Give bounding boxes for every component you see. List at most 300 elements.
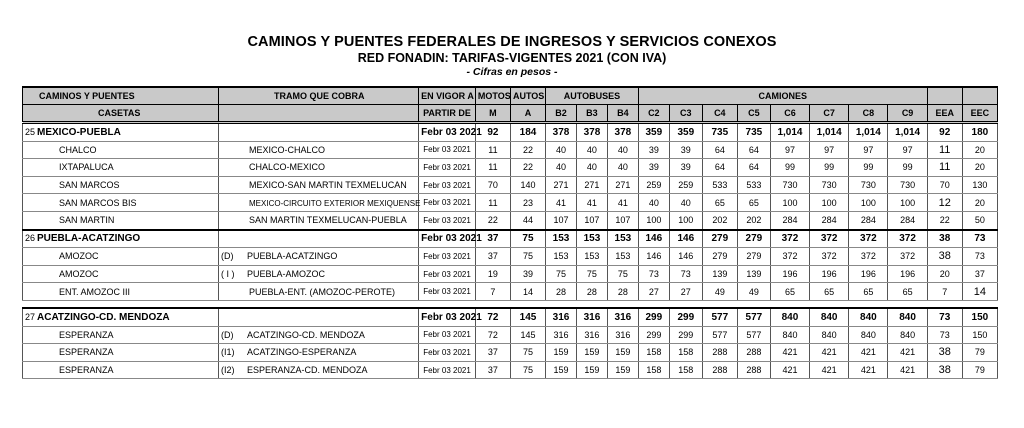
header-m: M xyxy=(475,105,510,123)
row-value: 153 xyxy=(576,248,607,266)
caseta-name: AMOZOC xyxy=(59,269,99,280)
header-eec: EEC xyxy=(962,105,997,123)
row-value: 97 xyxy=(849,141,888,159)
row-value: 40 xyxy=(607,141,638,159)
route-name: ACATZINGO-CD. MENDOZA xyxy=(37,311,170,323)
row-value: 159 xyxy=(607,361,638,379)
row-value: 196 xyxy=(770,265,809,283)
row-value: 64 xyxy=(702,141,737,159)
row-value: 64 xyxy=(737,141,770,159)
row-value: 40 xyxy=(576,141,607,159)
caseta-name: SAN MARTIN xyxy=(59,215,115,226)
caseta-cell xyxy=(23,159,219,177)
row-value: 196 xyxy=(888,265,927,283)
row-value: 65 xyxy=(770,283,809,301)
header-autobuses: AUTOBUSES xyxy=(546,87,639,105)
row-value: 14 xyxy=(510,283,545,301)
caseta-name: AMOZOC xyxy=(59,251,99,262)
row-value: 22 xyxy=(510,159,545,177)
row-value: 421 xyxy=(849,344,888,362)
row-value: 40 xyxy=(607,159,638,177)
header-casetas: CASETAS xyxy=(23,105,219,123)
row-value: 37 xyxy=(475,248,510,266)
tramo-cell xyxy=(219,265,419,283)
route-value: 316 xyxy=(546,308,577,326)
row-value: 11 xyxy=(475,141,510,159)
route-tramo-cell xyxy=(219,123,419,142)
route-value: 378 xyxy=(607,123,638,142)
caseta-cell xyxy=(23,283,219,301)
route-value: 372 xyxy=(888,230,927,248)
row-value: 44 xyxy=(510,211,545,229)
tariff-table xyxy=(22,86,998,379)
row-value: 145 xyxy=(510,326,545,344)
row-value: 49 xyxy=(737,283,770,301)
row-date: Febr 03 2021 xyxy=(419,265,476,283)
row-value: 279 xyxy=(737,248,770,266)
row-value: 28 xyxy=(576,283,607,301)
tramo-text: ACATZINGO-CD. MENDOZA xyxy=(247,329,365,340)
caseta-row xyxy=(23,141,998,159)
caseta-name: CHALCO xyxy=(59,144,97,155)
route-value: 735 xyxy=(737,123,770,142)
row-value: 100 xyxy=(810,194,849,212)
row-value: 158 xyxy=(638,361,669,379)
route-value: 146 xyxy=(638,230,669,248)
row-value: 284 xyxy=(770,211,809,229)
tramo-cell xyxy=(219,326,419,344)
route-value: 840 xyxy=(810,308,849,326)
route-value: 1,014 xyxy=(770,123,809,142)
header-camiones: CAMIONES xyxy=(638,87,927,105)
row-value: 299 xyxy=(669,326,702,344)
tramo-text: PUEBLA-ENT. (AMOZOC-PEROTE) xyxy=(249,286,396,297)
route-date: Febr 03 2021 xyxy=(419,230,476,248)
header-c7: C7 xyxy=(810,105,849,123)
document-subtitle: RED FONADIN: TARIFAS-VIGENTES 2021 (CON IVA) xyxy=(357,51,667,65)
row-value: 202 xyxy=(737,211,770,229)
row-value: 39 xyxy=(669,159,702,177)
row-value: 840 xyxy=(849,326,888,344)
header-b2: B2 xyxy=(546,105,577,123)
row-value: 100 xyxy=(888,194,927,212)
header-row-2 xyxy=(23,105,998,123)
row-value: 20 xyxy=(962,159,997,177)
route-name: PUEBLA-ACATZINGO xyxy=(37,233,141,245)
row-value: 316 xyxy=(546,326,577,344)
section-gap xyxy=(23,300,998,308)
row-value: 421 xyxy=(849,361,888,379)
row-value: 196 xyxy=(810,265,849,283)
row-value: 421 xyxy=(888,361,927,379)
route-value: 92 xyxy=(475,123,510,142)
caseta-row xyxy=(23,194,998,212)
caseta-row xyxy=(23,265,998,283)
row-value: 421 xyxy=(888,344,927,362)
header-caminos: CAMINOS Y PUENTES xyxy=(23,87,219,105)
row-value: 75 xyxy=(510,344,545,362)
caseta-cell xyxy=(23,265,219,283)
row-value: 65 xyxy=(810,283,849,301)
row-value: 421 xyxy=(810,361,849,379)
row-value: 153 xyxy=(607,248,638,266)
row-value: 372 xyxy=(810,248,849,266)
direction-label: ( I ) xyxy=(221,269,235,280)
direction-label: (D) xyxy=(221,329,234,340)
row-value: 372 xyxy=(770,248,809,266)
row-value: 79 xyxy=(962,344,997,362)
row-value: 22 xyxy=(475,211,510,229)
row-value: 533 xyxy=(702,176,737,194)
tramo-text: ACATZINGO-ESPERANZA xyxy=(247,347,357,358)
route-value: 316 xyxy=(576,308,607,326)
row-value: 65 xyxy=(849,283,888,301)
row-value: 14 xyxy=(962,283,997,301)
row-value: 7 xyxy=(475,283,510,301)
route-value: 153 xyxy=(607,230,638,248)
row-date: Febr 03 2021 xyxy=(419,194,476,212)
tariff-body xyxy=(23,123,998,379)
currency-note: - Cifras en pesos - xyxy=(466,66,558,78)
route-value: 735 xyxy=(702,123,737,142)
direction-label: (D) xyxy=(221,251,234,262)
route-number: 25 xyxy=(25,126,36,137)
row-value: 279 xyxy=(702,248,737,266)
header-eec-top xyxy=(962,87,997,105)
row-value: 7 xyxy=(927,283,962,301)
tramo-cell xyxy=(219,344,419,362)
route-value: 92 xyxy=(927,123,962,142)
row-value: 40 xyxy=(546,159,577,177)
tramo-cell xyxy=(219,248,419,266)
row-value: 41 xyxy=(576,194,607,212)
route-name-cell xyxy=(23,308,219,326)
route-name-cell xyxy=(23,230,219,248)
caseta-name: ESPERANZA xyxy=(59,365,114,376)
route-value: 37 xyxy=(475,230,510,248)
tramo-cell xyxy=(219,141,419,159)
caseta-row xyxy=(23,344,998,362)
row-value: 577 xyxy=(702,326,737,344)
header-partir: PARTIR DE xyxy=(419,105,476,123)
header-c4: C4 xyxy=(702,105,737,123)
gap-cell xyxy=(23,300,998,308)
tramo-cell xyxy=(219,159,419,177)
row-value: 288 xyxy=(737,344,770,362)
row-value: 284 xyxy=(810,211,849,229)
row-value: 49 xyxy=(702,283,737,301)
row-value: 730 xyxy=(849,176,888,194)
row-value: 28 xyxy=(607,283,638,301)
row-value: 146 xyxy=(669,248,702,266)
route-row xyxy=(23,308,998,326)
direction-label: (I1) xyxy=(221,347,235,358)
route-value: 145 xyxy=(510,308,545,326)
row-value: 288 xyxy=(702,361,737,379)
route-value: 73 xyxy=(962,230,997,248)
row-value: 27 xyxy=(638,283,669,301)
row-value: 37 xyxy=(475,344,510,362)
route-number: 26 xyxy=(25,233,36,244)
route-value: 75 xyxy=(510,230,545,248)
row-value: 19 xyxy=(475,265,510,283)
caseta-row xyxy=(23,248,998,266)
row-value: 40 xyxy=(546,141,577,159)
route-number: 27 xyxy=(25,311,36,322)
row-value: 372 xyxy=(888,248,927,266)
route-value: 840 xyxy=(849,308,888,326)
row-value: 288 xyxy=(702,344,737,362)
route-tramo-cell xyxy=(219,230,419,248)
tramo-cell xyxy=(219,194,419,212)
header-row-1 xyxy=(23,87,998,105)
caseta-name: IXTAPALUCA xyxy=(59,162,114,173)
document-header xyxy=(0,34,1024,79)
row-value: 20 xyxy=(962,141,997,159)
row-value: 840 xyxy=(888,326,927,344)
header-autos: AUTOS xyxy=(510,87,545,105)
row-value: 73 xyxy=(962,248,997,266)
route-value: 1,014 xyxy=(849,123,888,142)
caseta-cell xyxy=(23,211,219,229)
route-value: 359 xyxy=(669,123,702,142)
row-value: 27 xyxy=(669,283,702,301)
route-value: 359 xyxy=(638,123,669,142)
row-value: 288 xyxy=(737,361,770,379)
row-value: 39 xyxy=(638,159,669,177)
route-value: 150 xyxy=(962,308,997,326)
row-value: 533 xyxy=(737,176,770,194)
row-value: 421 xyxy=(770,344,809,362)
row-value: 40 xyxy=(576,159,607,177)
row-value: 99 xyxy=(770,159,809,177)
document-title: CAMINOS Y PUENTES FEDERALES DE INGRESOS Y SERVICIOS CONEXOS xyxy=(247,34,777,50)
row-value: 153 xyxy=(546,248,577,266)
row-value: 39 xyxy=(510,265,545,283)
row-value: 840 xyxy=(770,326,809,344)
row-value: 158 xyxy=(638,344,669,362)
caseta-cell xyxy=(23,141,219,159)
row-value: 730 xyxy=(888,176,927,194)
route-value: 378 xyxy=(576,123,607,142)
route-value: 72 xyxy=(475,308,510,326)
row-value: 23 xyxy=(510,194,545,212)
route-value: 316 xyxy=(607,308,638,326)
row-value: 38 xyxy=(927,344,962,362)
row-value: 146 xyxy=(638,248,669,266)
row-value: 11 xyxy=(475,194,510,212)
row-value: 299 xyxy=(638,326,669,344)
row-value: 75 xyxy=(510,248,545,266)
caseta-row xyxy=(23,176,998,194)
route-value: 372 xyxy=(849,230,888,248)
caseta-name: ESPERANZA xyxy=(59,347,114,358)
row-value: 65 xyxy=(888,283,927,301)
route-tramo-cell xyxy=(219,308,419,326)
route-date: Febr 03 2021 xyxy=(419,308,476,326)
row-value: 316 xyxy=(607,326,638,344)
row-value: 259 xyxy=(669,176,702,194)
row-value: 28 xyxy=(546,283,577,301)
tramo-cell xyxy=(219,361,419,379)
route-value: 153 xyxy=(546,230,577,248)
route-value: 577 xyxy=(737,308,770,326)
row-value: 158 xyxy=(669,344,702,362)
header-c6: C6 xyxy=(770,105,809,123)
caseta-name: SAN MARCOS BIS xyxy=(59,197,137,208)
header-b4: B4 xyxy=(607,105,638,123)
caseta-row xyxy=(23,211,998,229)
row-value: 99 xyxy=(888,159,927,177)
tramo-text: PUEBLA-AMOZOC xyxy=(247,269,326,280)
row-value: 73 xyxy=(927,326,962,344)
route-value: 372 xyxy=(810,230,849,248)
caseta-row xyxy=(23,361,998,379)
row-value: 140 xyxy=(510,176,545,194)
tramo-text: MEXICO-CIRCUITO EXTERIOR MEXIQUENSE xyxy=(249,198,421,208)
row-value: 11 xyxy=(927,159,962,177)
row-date: Febr 03 2021 xyxy=(419,326,476,344)
row-value: 38 xyxy=(927,361,962,379)
row-value: 150 xyxy=(962,326,997,344)
row-value: 99 xyxy=(810,159,849,177)
row-value: 100 xyxy=(849,194,888,212)
row-value: 22 xyxy=(510,141,545,159)
route-value: 153 xyxy=(576,230,607,248)
route-value: 1,014 xyxy=(888,123,927,142)
route-name: MEXICO-PUEBLA xyxy=(37,126,121,138)
row-value: 97 xyxy=(888,141,927,159)
row-value: 12 xyxy=(927,194,962,212)
row-value: 196 xyxy=(849,265,888,283)
header-c9: C9 xyxy=(888,105,927,123)
row-value: 202 xyxy=(702,211,737,229)
row-value: 40 xyxy=(669,194,702,212)
header-vigor: EN VIGOR A xyxy=(419,87,476,105)
row-value: 372 xyxy=(849,248,888,266)
tramo-text: SAN MARTIN TEXMELUCAN-PUEBLA xyxy=(249,215,407,226)
caseta-cell xyxy=(23,344,219,362)
tramo-text: ESPERANZA-CD. MENDOZA xyxy=(247,365,368,376)
row-date: Febr 03 2021 xyxy=(419,248,476,266)
route-value: 577 xyxy=(702,308,737,326)
row-value: 159 xyxy=(607,344,638,362)
route-value: 1,014 xyxy=(810,123,849,142)
row-value: 100 xyxy=(638,211,669,229)
row-date: Febr 03 2021 xyxy=(419,344,476,362)
row-value: 100 xyxy=(669,211,702,229)
header-eea: EEA xyxy=(927,105,962,123)
row-value: 70 xyxy=(475,176,510,194)
header-c5: C5 xyxy=(737,105,770,123)
row-value: 75 xyxy=(576,265,607,283)
tramo-text: MEXICO-SAN MARTIN TEXMELUCAN xyxy=(249,180,407,191)
row-value: 158 xyxy=(669,361,702,379)
row-value: 38 xyxy=(927,248,962,266)
header-c8: C8 xyxy=(849,105,888,123)
row-value: 421 xyxy=(770,361,809,379)
row-value: 139 xyxy=(702,265,737,283)
row-value: 75 xyxy=(546,265,577,283)
caseta-row xyxy=(23,283,998,301)
caseta-name: SAN MARCOS xyxy=(59,180,120,191)
direction-label: (I2) xyxy=(221,365,235,376)
row-value: 271 xyxy=(576,176,607,194)
row-value: 39 xyxy=(669,141,702,159)
row-value: 40 xyxy=(638,194,669,212)
row-value: 840 xyxy=(810,326,849,344)
row-value: 75 xyxy=(510,361,545,379)
route-value: 840 xyxy=(888,308,927,326)
route-name-cell xyxy=(23,123,219,142)
tramo-cell xyxy=(219,176,419,194)
tramo-cell xyxy=(219,211,419,229)
row-value: 65 xyxy=(737,194,770,212)
row-date: Febr 03 2021 xyxy=(419,176,476,194)
row-value: 64 xyxy=(702,159,737,177)
row-value: 39 xyxy=(638,141,669,159)
route-row xyxy=(23,123,998,142)
row-value: 41 xyxy=(607,194,638,212)
caseta-name: ESPERANZA xyxy=(59,329,114,340)
caseta-cell xyxy=(23,248,219,266)
row-value: 259 xyxy=(638,176,669,194)
row-value: 730 xyxy=(810,176,849,194)
row-value: 50 xyxy=(962,211,997,229)
tramo-cell xyxy=(219,283,419,301)
row-value: 100 xyxy=(770,194,809,212)
header-c2: C2 xyxy=(638,105,669,123)
header-a: A xyxy=(510,105,545,123)
tramo-text: PUEBLA-ACATZINGO xyxy=(247,251,338,262)
row-value: 79 xyxy=(962,361,997,379)
tramo-text: CHALCO-MEXICO xyxy=(249,162,326,173)
row-value: 730 xyxy=(770,176,809,194)
route-date: Febr 03 2021 xyxy=(419,123,476,142)
row-value: 37 xyxy=(962,265,997,283)
row-value: 159 xyxy=(576,344,607,362)
row-value: 97 xyxy=(770,141,809,159)
route-value: 378 xyxy=(546,123,577,142)
row-date: Febr 03 2021 xyxy=(419,361,476,379)
row-value: 64 xyxy=(737,159,770,177)
header-tramo-blank xyxy=(219,105,419,123)
caseta-name: ENT. AMOZOC III xyxy=(59,286,131,297)
row-value: 20 xyxy=(927,265,962,283)
row-value: 159 xyxy=(546,361,577,379)
caseta-cell xyxy=(23,194,219,212)
route-value: 73 xyxy=(927,308,962,326)
route-row xyxy=(23,230,998,248)
header-motos: MOTOS xyxy=(475,87,510,105)
row-value: 70 xyxy=(927,176,962,194)
row-value: 271 xyxy=(607,176,638,194)
row-value: 72 xyxy=(475,326,510,344)
row-value: 75 xyxy=(607,265,638,283)
row-value: 99 xyxy=(849,159,888,177)
row-value: 11 xyxy=(475,159,510,177)
caseta-cell xyxy=(23,326,219,344)
route-value: 184 xyxy=(510,123,545,142)
header-tramo: TRAMO QUE COBRA xyxy=(219,87,419,105)
row-date: Febr 03 2021 xyxy=(419,141,476,159)
row-value: 284 xyxy=(849,211,888,229)
route-value: 299 xyxy=(669,308,702,326)
row-value: 73 xyxy=(638,265,669,283)
header-c3: C3 xyxy=(669,105,702,123)
route-value: 840 xyxy=(770,308,809,326)
row-value: 65 xyxy=(702,194,737,212)
